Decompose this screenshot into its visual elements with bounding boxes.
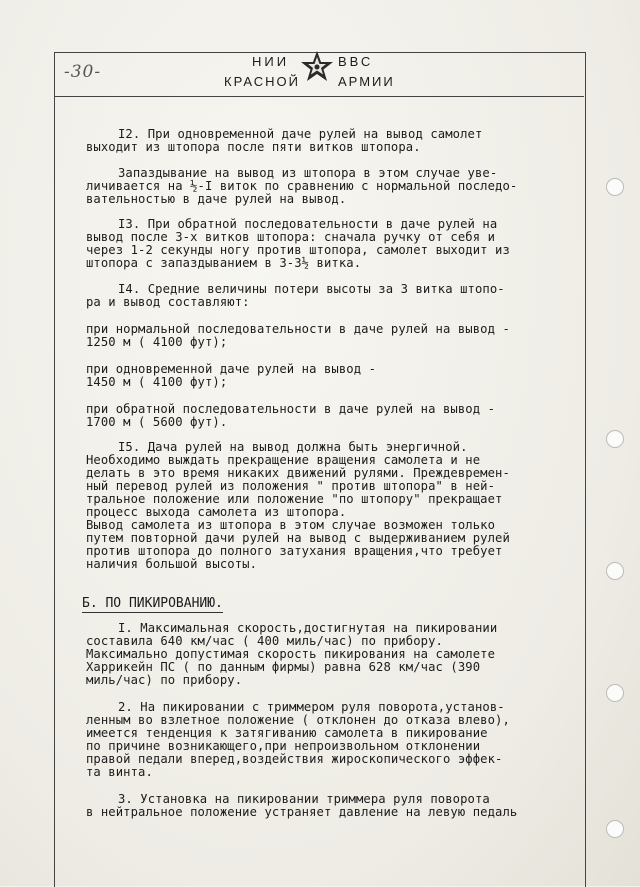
- text-line: штопора с запаздыванием в 3-3½ витка.: [86, 256, 362, 270]
- org-top-right: ВВС: [338, 54, 374, 69]
- header-divider: [54, 96, 584, 97]
- org-top-left: НИИ: [252, 54, 290, 69]
- star-emblem-icon: [300, 50, 334, 84]
- text-line: ленным во взлетное положение ( отклонен до отказа влево),: [86, 713, 510, 727]
- text-line: при нормальной последовательности в даче рулей на вывод -: [86, 322, 510, 336]
- org-bottom-right: АРМИИ: [338, 74, 395, 89]
- text-line: в нейтральное положение устраняет давление на левую педаль: [86, 805, 518, 819]
- text-line: имеется тенденция к затягиванию самолета в пикирование: [86, 726, 488, 740]
- text-line: 3. Установка на пикировании триммера руля поворота: [118, 792, 490, 806]
- text-line: по причине возникающего,при непроизвольном отклонении: [86, 739, 481, 753]
- text-line: 2. На пикировании с триммером руля поворота,установ-: [118, 700, 505, 714]
- text-line: 1700 м ( 5600 фут).: [86, 415, 228, 429]
- text-line: против штопора до полного затухания вращения,что требует: [86, 544, 503, 558]
- text-line: при одновременной даче рулей на вывод -: [86, 362, 377, 376]
- text-line: правой педали вперед,воздействия жироскопического эффек-: [86, 752, 503, 766]
- text-line: выходит из штопора после пяти витков штопора.: [86, 140, 421, 154]
- page-number: -30-: [64, 62, 102, 82]
- text-line: 1250 м ( 4100 фут);: [86, 335, 228, 349]
- punch-hole: [606, 178, 624, 196]
- text-line: I. Максимальная скорость,достигнутая на пикировании: [118, 621, 498, 635]
- text-line: Необходимо выждать прекращение вращения самолета и не: [86, 453, 481, 467]
- text-line: 1450 м ( 4100 фут);: [86, 375, 228, 389]
- org-bottom-left: КРАСНОЙ: [224, 74, 300, 89]
- text-line: составила 640 км/час ( 400 миль/час) по прибору.: [86, 634, 443, 648]
- text-line: процесс выхода самолета из штопора.: [86, 505, 347, 519]
- text-line: Вывод самолета из штопора в этом случае возможен только: [86, 518, 496, 532]
- text-line: I4. Средние величины потери высоты за 3 витка штопо-: [118, 282, 505, 296]
- section-title: Б. ПО ПИКИРОВАНИЮ.: [82, 596, 223, 611]
- text-line: путем повторной дачи рулей на вывод с выдерживанием рулей: [86, 531, 510, 545]
- text-line: через 1-2 секунды ногу против штопора, самолет выходит из: [86, 243, 510, 257]
- text-line: вывод после 3-х витков штопора: сначала ручку от себя и: [86, 230, 496, 244]
- punch-hole: [606, 562, 624, 580]
- punch-hole: [606, 820, 624, 838]
- text-line: ный перевод рулей из положения " против штопора" в ней-: [86, 479, 496, 493]
- punch-hole: [606, 684, 624, 702]
- text-line: I5. Дача рулей на вывод должна быть энергичной.: [118, 440, 468, 454]
- text-line: при обратной последовательности в даче рулей на вывод -: [86, 402, 496, 416]
- text-line: тральное положение или положение "по штопору" прекращает: [86, 492, 503, 506]
- text-line: I2. При одновременной даче рулей на вывод самолет: [118, 127, 483, 141]
- text-line: миль/час) по прибору.: [86, 673, 243, 687]
- text-line: Харрикейн ПС ( по данным фирмы) равна 628 км/час (390: [86, 660, 481, 674]
- text-line: наличия большой высоты.: [86, 557, 258, 571]
- text-line: та винта.: [86, 765, 153, 779]
- text-line: Максимально допустимая скорость пикирования на самолете: [86, 647, 496, 661]
- punch-hole: [606, 430, 624, 448]
- text-line: I3. При обратной последовательности в даче рулей на: [118, 217, 498, 231]
- text-line: личивается на ½-I виток по сравнению с нормальной последо-: [86, 179, 518, 193]
- text-line: вательностью в даче рулей на вывод.: [86, 192, 347, 206]
- text-line: ра и вывод составляют:: [86, 295, 250, 309]
- text-line: Запаздывание на вывод из штопора в этом случае уве-: [118, 166, 498, 180]
- text-line: делать в это время никаких движений рулями. Преждевремен-: [86, 466, 510, 480]
